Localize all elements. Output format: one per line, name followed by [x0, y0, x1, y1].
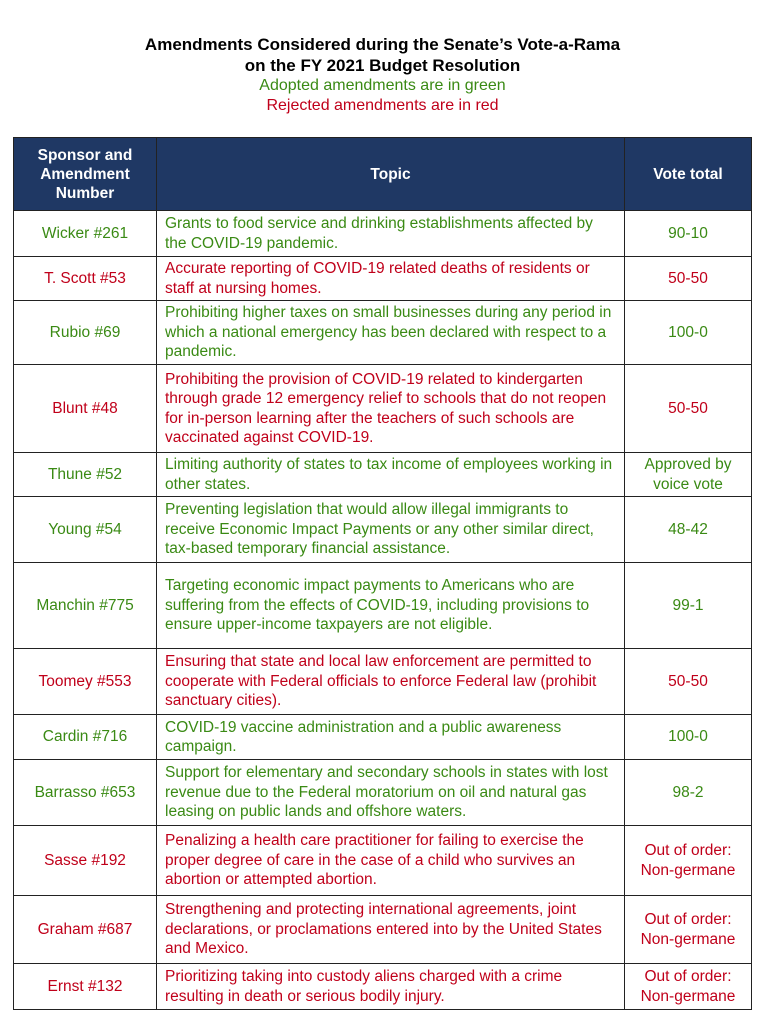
table-header	[14, 138, 752, 211]
title-line-2: on the FY 2021 Budget Resolution	[244, 56, 521, 75]
vote-cell: 100-0	[625, 715, 752, 760]
vote-cell: 99-1	[625, 563, 752, 649]
table-row	[14, 964, 752, 1010]
sponsor-cell: Thune #52	[14, 453, 157, 497]
table-row	[14, 257, 752, 301]
vote-cell: Out of order: Non-germane	[625, 964, 752, 1010]
vote-cell: 90-10	[625, 211, 752, 257]
topic-cell: Prohibiting higher taxes on small businesses during any period in which a national emergency has been declared with respect to a pandemic.	[157, 301, 625, 365]
sponsor-cell: Young #54	[14, 497, 157, 563]
topic-cell: Support for elementary and secondary schools in states with lost revenue due to the Federal moratorium on oil and natural gas leasing on public lands and offshore waters.	[157, 760, 625, 826]
topic-cell: COVID-19 vaccine administration and a public awareness campaign.	[157, 715, 625, 760]
table-row	[14, 896, 752, 964]
topic-cell: Penalizing a health care practitioner for failing to exercise the proper degree of care in the case of a child who survives an abortion or attempted abortion.	[157, 826, 625, 896]
sponsor-cell: Cardin #716	[14, 715, 157, 760]
table-row	[14, 826, 752, 896]
header-vote: Vote total	[625, 138, 752, 211]
legend-adopted: Adopted amendments are in green	[259, 77, 506, 94]
vote-cell: Out of order: Non-germane	[625, 826, 752, 896]
sponsor-cell: Graham #687	[14, 896, 157, 964]
topic-cell: Targeting economic impact payments to Americans who are suffering from the effects of COVID-19, including provisions to ensure upper-income taxpayers are not eligible.	[157, 563, 625, 649]
vote-cell: Out of order: Non-germane	[625, 896, 752, 964]
legend-rejected: Rejected amendments are in red	[266, 97, 499, 114]
table-row	[14, 453, 752, 497]
vote-cell: Approved by voice vote	[625, 453, 752, 497]
topic-cell: Prohibiting the provision of COVID-19 related to kindergarten through grade 12 emergency relief to schools that do not reopen for in-person learning after the teachers of such schools are vaccinated against COVID-19.	[157, 365, 625, 453]
sponsor-cell: Toomey #553	[14, 649, 157, 715]
sponsor-cell: Ernst #132	[14, 964, 157, 1010]
topic-cell: Accurate reporting of COVID-19 related deaths of residents or staff at nursing homes.	[157, 257, 625, 301]
vote-cell: 48-42	[625, 497, 752, 563]
header-sponsor: Sponsor and Amendment Number	[14, 138, 157, 211]
table-row	[14, 301, 752, 365]
topic-cell: Ensuring that state and local law enforcement are permitted to cooperate with Federal officials to enforce Federal law (prohibit sanctuary cities).	[157, 649, 625, 715]
topic-cell: Prioritizing taking into custody aliens charged with a crime resulting in death or serious bodily injury.	[157, 964, 625, 1010]
topic-cell: Strengthening and protecting international agreements, joint declarations, or proclamations entered into by the United States and Mexico.	[157, 896, 625, 964]
sponsor-cell: T. Scott #53	[14, 257, 157, 301]
topic-cell: Grants to food service and drinking establishments affected by the COVID-19 pandemic.	[157, 211, 625, 257]
table-row	[14, 649, 752, 715]
vote-cell: 50-50	[625, 257, 752, 301]
table-row	[14, 497, 752, 563]
sponsor-cell: Blunt #48	[14, 365, 157, 453]
sponsor-cell: Sasse #192	[14, 826, 157, 896]
document-header	[0, 34, 765, 116]
vote-cell: 98-2	[625, 760, 752, 826]
table-row	[14, 211, 752, 257]
sponsor-cell: Rubio #69	[14, 301, 157, 365]
topic-cell: Preventing legislation that would allow illegal immigrants to receive Economic Impact Payments or any other similar direct, tax-based temporary financial assistance.	[157, 497, 625, 563]
title-line-1: Amendments Considered during the Senate’s Vote-a-Rama	[144, 35, 621, 54]
sponsor-cell: Wicker #261	[14, 211, 157, 257]
sponsor-cell: Manchin #775	[14, 563, 157, 649]
header-row	[14, 138, 752, 211]
sponsor-cell: Barrasso #653	[14, 760, 157, 826]
table-row	[14, 563, 752, 649]
table-row	[14, 760, 752, 826]
table-body	[14, 211, 752, 1010]
header-topic: Topic	[157, 138, 625, 211]
topic-cell: Limiting authority of states to tax income of employees working in other states.	[157, 453, 625, 497]
amendments-table	[13, 137, 752, 1010]
table-row	[14, 365, 752, 453]
table-row	[14, 715, 752, 760]
vote-cell: 100-0	[625, 301, 752, 365]
vote-cell: 50-50	[625, 365, 752, 453]
vote-cell: 50-50	[625, 649, 752, 715]
